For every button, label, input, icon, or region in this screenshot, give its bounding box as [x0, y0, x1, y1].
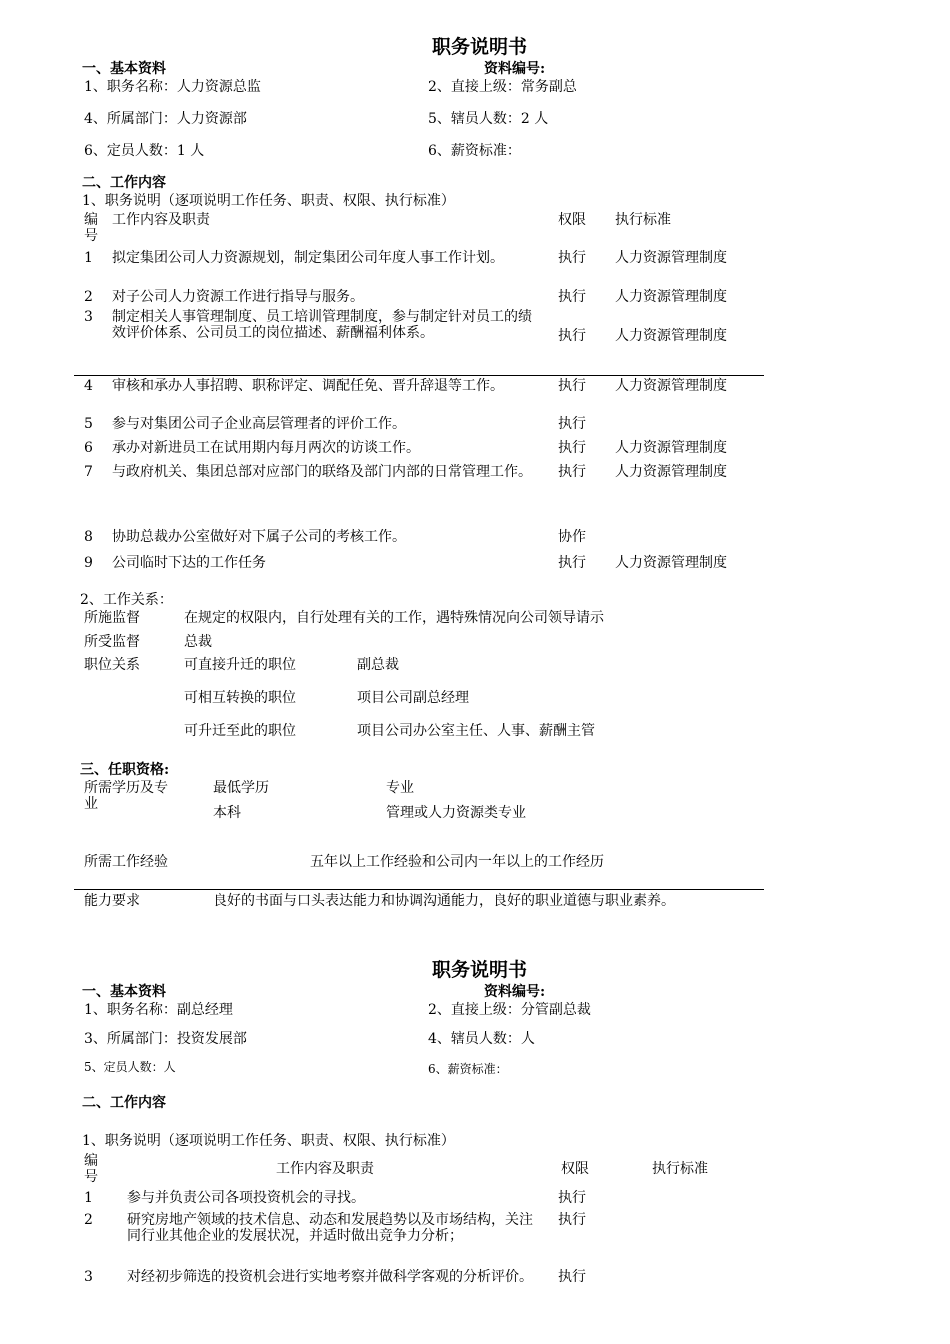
- doc2-section-work: 二、工作内容: [82, 1095, 166, 1111]
- doc2-head-content: 工作内容及职责: [276, 1161, 374, 1177]
- doc1-task-standard: 人力资源管理制度: [615, 440, 727, 456]
- doc1-task-authority: 执行: [558, 416, 586, 432]
- doc1-task-content: 公司临时下达的工作任务: [112, 555, 266, 571]
- doc1-task-content: 制定相关人事管理制度、员工培训管理制度，参与制定针对员工的绩效评价体系、公司员工的岗位描述、薪酬福利体系。: [112, 309, 532, 341]
- doc1-source-position-value: 项目公司办公室主任、人事、薪酬主管: [357, 723, 595, 739]
- doc1-task-number: 4: [84, 378, 93, 394]
- doc2-staff-count: 4、辖员人数：人: [428, 1031, 535, 1047]
- doc2-position-name: 1、职务名称：副总经理: [84, 1002, 233, 1018]
- table-divider: [74, 889, 764, 890]
- doc1-head-authority: 权限: [558, 212, 586, 228]
- doc2-direct-superior: 2、直接上级：分管副总裁: [428, 1002, 591, 1018]
- doc1-major-header: 专业: [386, 780, 414, 796]
- doc2-task-authority: 执行: [558, 1212, 586, 1228]
- doc1-task-authority: 执行: [558, 378, 586, 394]
- doc1-task-number: 9: [84, 555, 93, 571]
- doc2-task-authority: 执行: [558, 1269, 586, 1285]
- doc2-task-number: 3: [84, 1269, 93, 1285]
- doc2-task-content: 对经初步筛选的投资机会进行实地考察并做科学客观的分析评价。: [127, 1269, 533, 1285]
- doc1-task-authority: 执行: [558, 328, 586, 344]
- doc1-task-authority: 执行: [558, 289, 586, 305]
- doc1-education-label: 所需学历及专业: [84, 780, 168, 812]
- doc2-head-standard: 执行标准: [652, 1161, 708, 1177]
- doc1-task-number: 8: [84, 529, 93, 545]
- doc1-supervision-given-value: 在规定的权限内，自行处理有关的工作，遇特殊情况向公司领导请示: [184, 610, 604, 626]
- doc1-department: 4、所属部门：人力资源部: [84, 111, 247, 127]
- doc1-task-content: 承办对新进员工在试用期内每月两次的访谈工作。: [112, 440, 420, 456]
- doc1-headcount: 6、定员人数：1 人: [84, 143, 205, 159]
- doc1-head-standard: 执行标准: [615, 212, 671, 228]
- doc1-section-qualifications: 三、任职资格:: [80, 762, 170, 778]
- doc2-desc-title: 1、职务说明（逐项说明工作任务、职责、权限、执行标准）: [82, 1133, 455, 1149]
- doc1-experience-label: 所需工作经验: [84, 854, 168, 870]
- doc1-salary-standard: 6、薪资标准：: [428, 143, 521, 159]
- doc1-task-authority: 执行: [558, 555, 586, 571]
- doc1-task-content: 与政府机关、集团总部对应部门的联络及部门内部的日常管理工作。: [112, 464, 532, 480]
- doc1-task-number: 1: [84, 250, 93, 266]
- doc2-salary-standard: 6、薪资标准：: [428, 1062, 508, 1076]
- doc1-promotion-label: 可直接升迁的职位: [184, 657, 296, 673]
- doc1-task-authority: 执行: [558, 464, 586, 480]
- doc1-direct-superior: 2、直接上级：常务副总: [428, 79, 577, 95]
- doc1-head-content: 工作内容及职责: [112, 212, 210, 228]
- doc1-section-work: 二、工作内容: [82, 175, 166, 191]
- doc2-head-authority: 权限: [561, 1161, 589, 1177]
- doc1-ability-label: 能力要求: [84, 893, 140, 909]
- doc1-task-content: 协助总裁办公室做好对下属子公司的考核工作。: [112, 529, 406, 545]
- doc2-task-number: 1: [84, 1190, 93, 1206]
- doc1-task-standard: 人力资源管理制度: [615, 289, 727, 305]
- doc1-task-content: 参与对集团公司子企业高层管理者的评价工作。: [112, 416, 406, 432]
- doc1-task-authority: 执行: [558, 250, 586, 266]
- doc1-supervision-given-label: 所施监督: [84, 610, 140, 626]
- doc1-task-standard: 人力资源管理制度: [615, 464, 727, 480]
- doc1-promotion-value: 副总裁: [357, 657, 399, 673]
- doc1-task-standard: 人力资源管理制度: [615, 555, 727, 571]
- doc1-min-education: 本科: [213, 805, 241, 821]
- doc1-title: 职务说明书: [432, 36, 528, 58]
- doc1-task-content: 审核和承办人事招聘、职称评定、调配任免、晋升辞退等工作。: [112, 378, 504, 394]
- doc1-rotation-value: 项目公司副总经理: [357, 690, 469, 706]
- doc2-task-content: 研究房地产领域的技术信息、动态和发展趋势以及市场结构，关注同行业其他企业的发展状况，并适时做出竞争力分析；: [127, 1212, 533, 1244]
- doc1-task-standard: 人力资源管理制度: [615, 250, 727, 266]
- doc2-department: 3、所属部门：投资发展部: [84, 1031, 247, 1047]
- doc1-task-number: 6: [84, 440, 93, 456]
- doc2-task-number: 2: [84, 1212, 93, 1228]
- doc1-task-content: 拟定集团公司人力资源规划，制定集团公司年度人事工作计划。: [112, 250, 504, 266]
- doc1-relations-title: 2、工作关系：: [80, 592, 173, 608]
- doc1-doc-number: 资料编号:: [484, 61, 546, 77]
- doc1-task-authority: 协作: [558, 529, 586, 545]
- doc1-task-number: 3: [84, 309, 93, 325]
- doc1-rotation-label: 可相互转换的职位: [184, 690, 296, 706]
- doc1-section-basic: 一、基本资料: [82, 61, 166, 77]
- doc1-task-content: 对子公司人力资源工作进行指导与服务。: [112, 289, 364, 305]
- doc1-task-standard: 人力资源管理制度: [615, 378, 727, 394]
- doc1-position-relations-label: 职位关系: [84, 657, 140, 673]
- doc1-task-authority: 执行: [558, 440, 586, 456]
- doc1-position-name: 1、职务名称：人力资源总监: [84, 79, 261, 95]
- doc1-desc-title: 1、职务说明（逐项说明工作任务、职责、权限、执行标准）: [82, 193, 455, 209]
- doc1-experience: 五年以上工作经验和公司内一年以上的工作经历: [310, 854, 604, 870]
- doc2-section-basic: 一、基本资料: [82, 984, 166, 1000]
- doc1-min-education-header: 最低学历: [213, 780, 269, 796]
- doc1-major: 管理或人力资源类专业: [386, 805, 526, 821]
- doc1-task-number: 7: [84, 464, 93, 480]
- doc1-staff-count: 5、辖员人数：2 人: [428, 111, 549, 127]
- doc1-task-standard: 人力资源管理制度: [615, 328, 727, 344]
- doc2-head-number: 编号: [84, 1153, 98, 1185]
- doc1-task-number: 2: [84, 289, 93, 305]
- doc2-headcount: 5、定员人数：人: [84, 1060, 176, 1074]
- doc2-task-authority: 执行: [558, 1190, 586, 1206]
- doc1-head-number: 编号: [84, 212, 98, 244]
- doc2-title: 职务说明书: [432, 959, 528, 981]
- doc2-task-content: 参与并负责公司各项投资机会的寻找。: [127, 1190, 365, 1206]
- doc1-supervision-received-label: 所受监督: [84, 634, 140, 650]
- doc1-supervision-received-value: 总裁: [184, 634, 212, 650]
- doc1-source-position-label: 可升迁至此的职位: [184, 723, 296, 739]
- table-divider: [74, 375, 764, 376]
- doc1-task-number: 5: [84, 416, 93, 432]
- doc2-doc-number: 资料编号:: [484, 984, 546, 1000]
- doc1-ability: 良好的书面与口头表达能力和协调沟通能力，良好的职业道德与职业素养。: [213, 893, 675, 909]
